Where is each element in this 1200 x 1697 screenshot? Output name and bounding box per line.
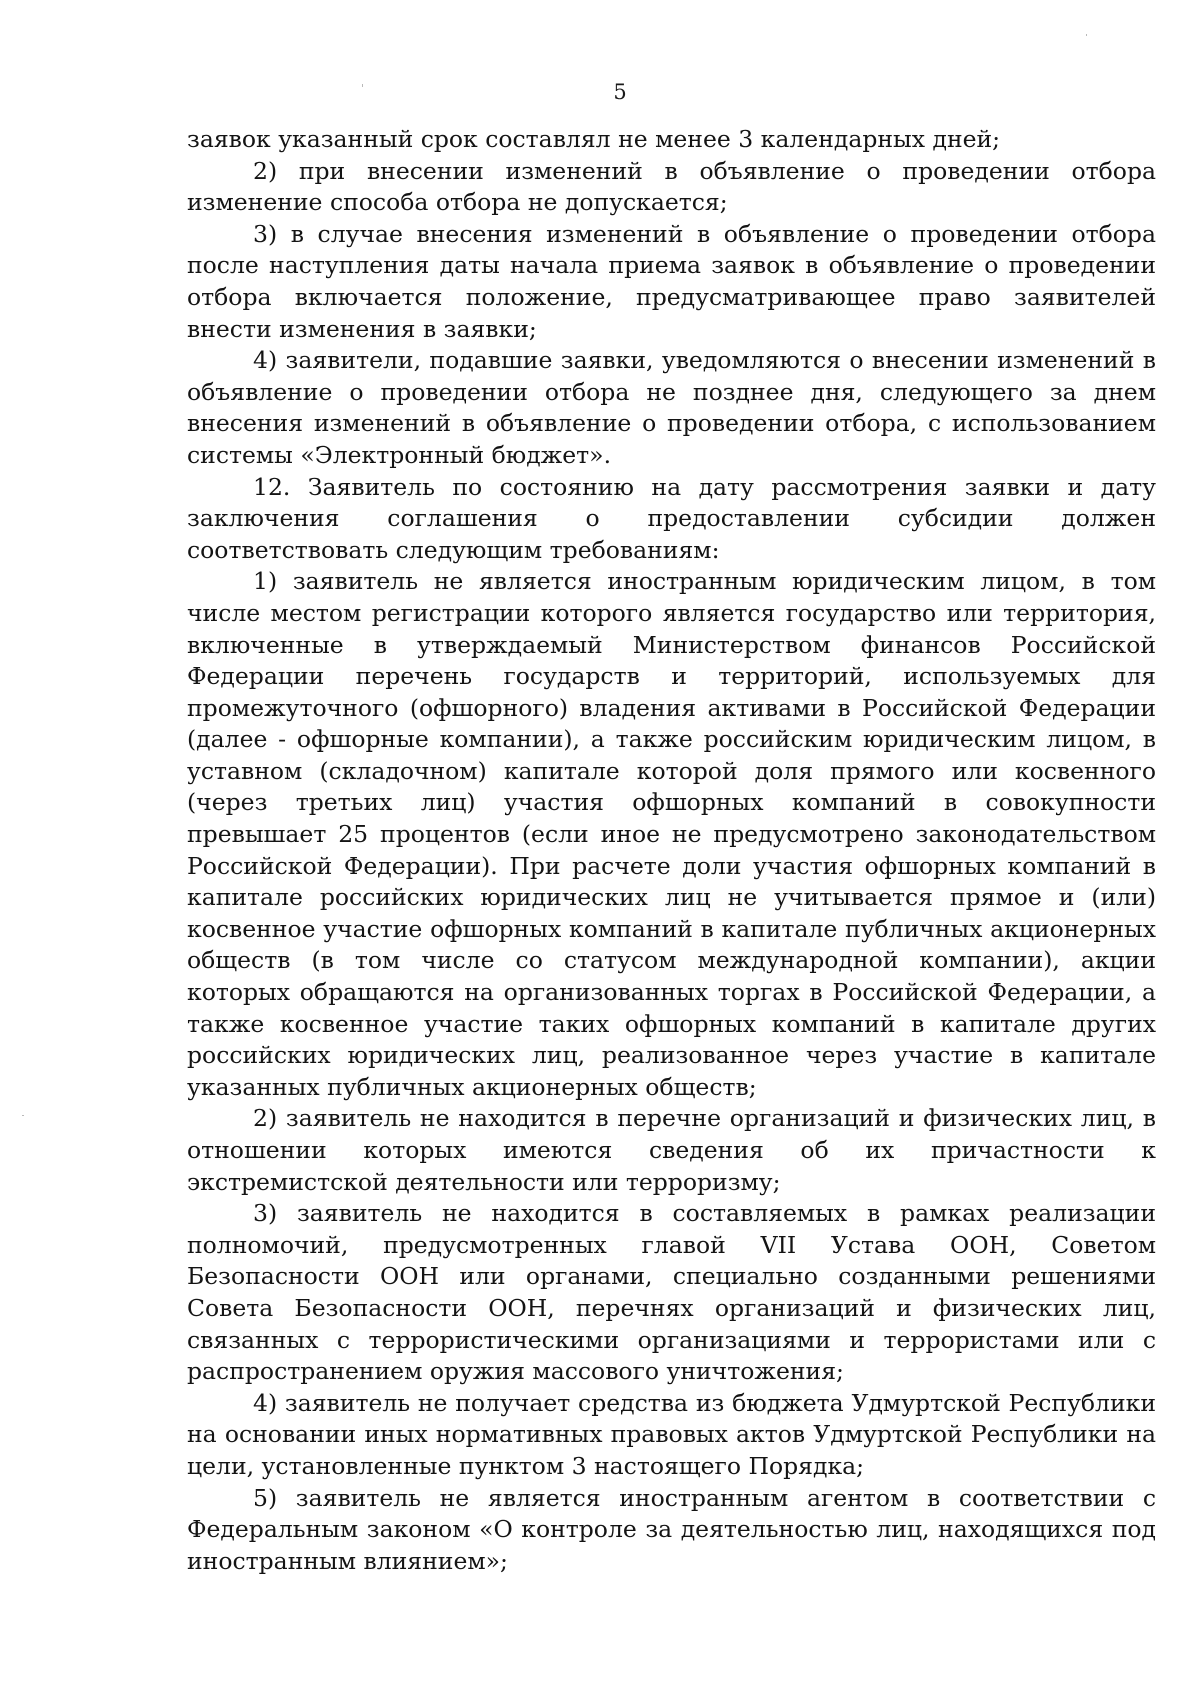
scan-speck xyxy=(22,1115,24,1116)
document-body xyxy=(187,124,1156,1577)
requirement-item-5: 5) заявитель не является иностранным агентом в соответствии с Федеральным законом «О контроле за деятельностью лиц, находящихся под иностранным влиянием»; xyxy=(187,1483,1156,1575)
requirement-item-3: 3) заявитель не находится в составляемых в рамках реализации полномочий, предусмотренных главой VII Устава ООН, Советом Безопасности ООН или органами, специально созданными решениями Совета Безопасности ООН, перечнях организаций и физических лиц, связанных с террористическими организациями и террористами или с распространением оружия массового уничтожения; xyxy=(187,1199,1156,1386)
requirement-item-4: 4) заявитель не получает средства из бюджета Удмуртской Республики на основании иных нормативных правовых актов Удмуртской Республики на цели, установленные пунктом 3 настоящего Порядка; xyxy=(187,1388,1156,1480)
requirement-item-2: 2) заявитель не находится в перечне организаций и физических лиц, в отношении которых имеются сведения об их причастности к экстремистской деятельности или терроризму; xyxy=(187,1104,1156,1196)
page-number: 5 xyxy=(613,80,627,104)
paragraph-item-3: 3) в случае внесения изменений в объявление о проведении отбора после наступления даты начала приема заявок в объявление о проведении отбора включается положение, предусматривающее право заявителей внести изменения в заявки; xyxy=(187,219,1156,343)
requirement-item-1: 1) заявитель не является иностранным юридическим лицом, в том числе местом регистрации которого является государство или территория, включенные в утверждаемый Министерством финансов Российской Федерации перечень государств и территорий, используемых для промежуточного (офшорного) владения активами в Российской Федерации (далее - офшорные компании), а также российским юридическим лицом, в уставном (складочном) капитале которой доля прямого или косвенного (через третьих лиц) участия офшорных компаний в совокупности превышает 25 процентов (если иное не предусмотрено законодательством Российской Федерации). При расчете доли участия офшорных компаний в капитале российских юридических лиц не учитывается прямое и (или) косвенное участие офшорных компаний в капитале публичных акционерных обществ (в том числе со статусом международной компании), акции которых обращаются на организованных торгах в Российской Федерации, а также косвенное участие таких офшорных компаний в капитале других российских юридических лиц, реализованное через участие в капитале указанных публичных акционерных обществ; xyxy=(187,567,1156,1101)
paragraph-continuation: заявок указанный срок составлял не менее 3 календарных дней; xyxy=(187,125,1001,153)
paragraph-section-12: 12. Заявитель по состоянию на дату рассмотрения заявки и дату заключения соглашения о предоставлении субсидии должен соответствовать следующим требованиям: xyxy=(187,472,1156,564)
paragraph-item-4: 4) заявители, подавшие заявки, уведомляются о внесении изменений в объявление о проведении отбора не позднее дня, следующего за днем внесения изменений в объявление о проведении отбора, с использованием системы «Электронный бюджет». xyxy=(187,346,1156,469)
paragraph-item-2: 2) при внесении изменений в объявление о проведении отбора изменение способа отбора не допускается; xyxy=(187,156,1156,217)
scan-speck xyxy=(1086,34,1087,36)
